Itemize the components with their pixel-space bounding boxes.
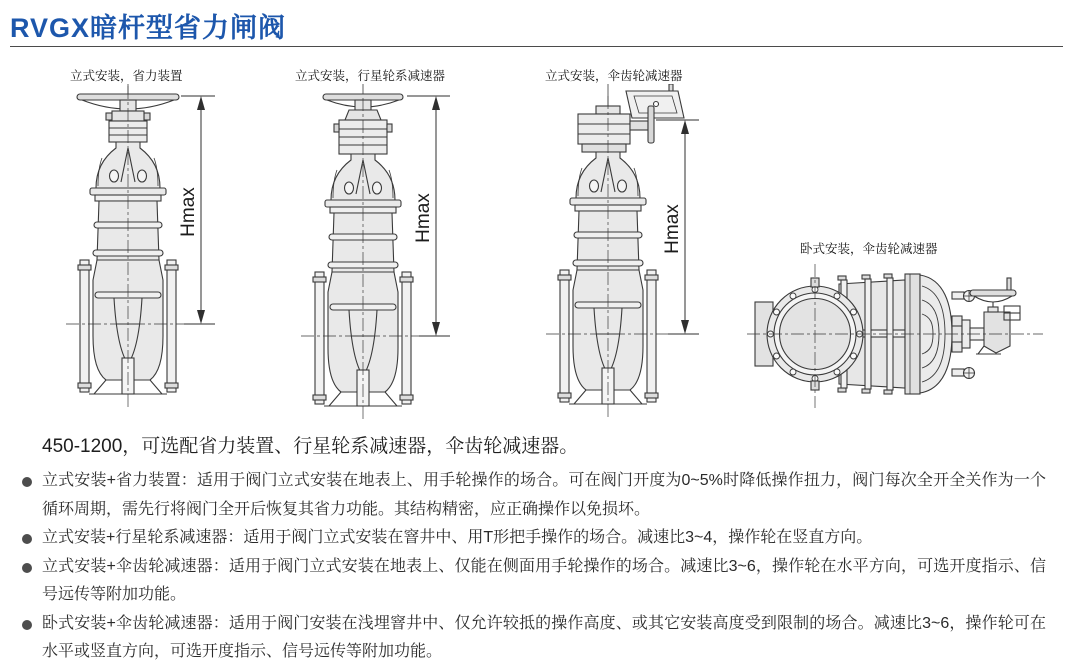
valve-body (558, 96, 658, 418)
figure-1-label: 立式安装，省力装置 (70, 69, 183, 83)
hmax-dimension-label: Hmax (178, 187, 199, 237)
feature-item-labor-saving (22, 467, 1046, 524)
feature-list (22, 467, 1046, 667)
feature-text: 立式安装+伞齿轮减速器：适用于阀门立式安装在地表上、仅能在侧面用手轮操作的场合。减速比3~6，操作轮在水平方向，可选开度指示、信号远传等附加功能。 (42, 557, 1046, 603)
description-intro: 450-1200，可选配省力装置、行星轮系减速器，伞齿轮减速器。 (42, 436, 579, 457)
valve-drawing-vertical-labor-saving (50, 84, 280, 419)
figure-2-label: 立式安装，行星轮系减速器 (295, 69, 446, 83)
bevel-gear-side-operator (952, 278, 1020, 354)
feature-item-bevel-vertical (22, 553, 1046, 610)
feature-item-planetary (22, 524, 1046, 553)
valve-body (313, 98, 413, 419)
bullet-icon (22, 620, 32, 630)
hmax-dimension-label: Hmax (413, 193, 434, 243)
feature-text: 卧式安装+伞齿轮减速器：适用于阀门安装在浅埋窨井中、仅允许较抵的操作高度、或其它安装高度受到限制的场合。减速比3~6，操作轮可在水平或竖直方向，可选开度指示、信号远传等附加功能。 (42, 614, 1046, 660)
bullet-icon (22, 534, 32, 544)
valve-drawing-vertical-bevel-gear (530, 84, 760, 419)
hmax-dimension (407, 96, 450, 336)
feature-text: 立式安装+行星轮系减速器：适用于阀门立式安装在窨井中、用T形把手操作的场合。减速比3~4，操作轮在竖直方向。 (42, 529, 873, 546)
figure-4-label: 卧式安装，伞齿轮减速器 (800, 242, 938, 256)
valve-drawing-horizontal-bevel-gear (743, 256, 1073, 421)
title-divider (10, 46, 1063, 47)
feature-item-bevel-horizontal (22, 610, 1046, 667)
valve-body (78, 86, 178, 408)
valve-drawing-vertical-planetary (285, 84, 515, 419)
bullet-icon (22, 477, 32, 487)
hmax-dimension (656, 120, 699, 334)
bullet-icon (22, 563, 32, 573)
figure-3-label: 立式安装，伞齿轮减速器 (545, 69, 683, 83)
bevel-gear-operator (578, 84, 684, 152)
description-section (0, 431, 1062, 667)
page-title: RVGX暗杆型省力闸阀 (10, 13, 287, 43)
feature-text: 立式安装+省力装置：适用于阀门立式安装在地表上、用手轮操作的场合。可在阀门开度为0~5%时降低操作扭力，阀门每次全开全关作为一个循环周期，需先行将阀门全开后恢复其省力功能。其结构精密，应正确操作以免损坏。 (42, 472, 1046, 518)
hmax-dimension (178, 96, 215, 324)
hmax-dimension-label: Hmax (662, 204, 683, 254)
